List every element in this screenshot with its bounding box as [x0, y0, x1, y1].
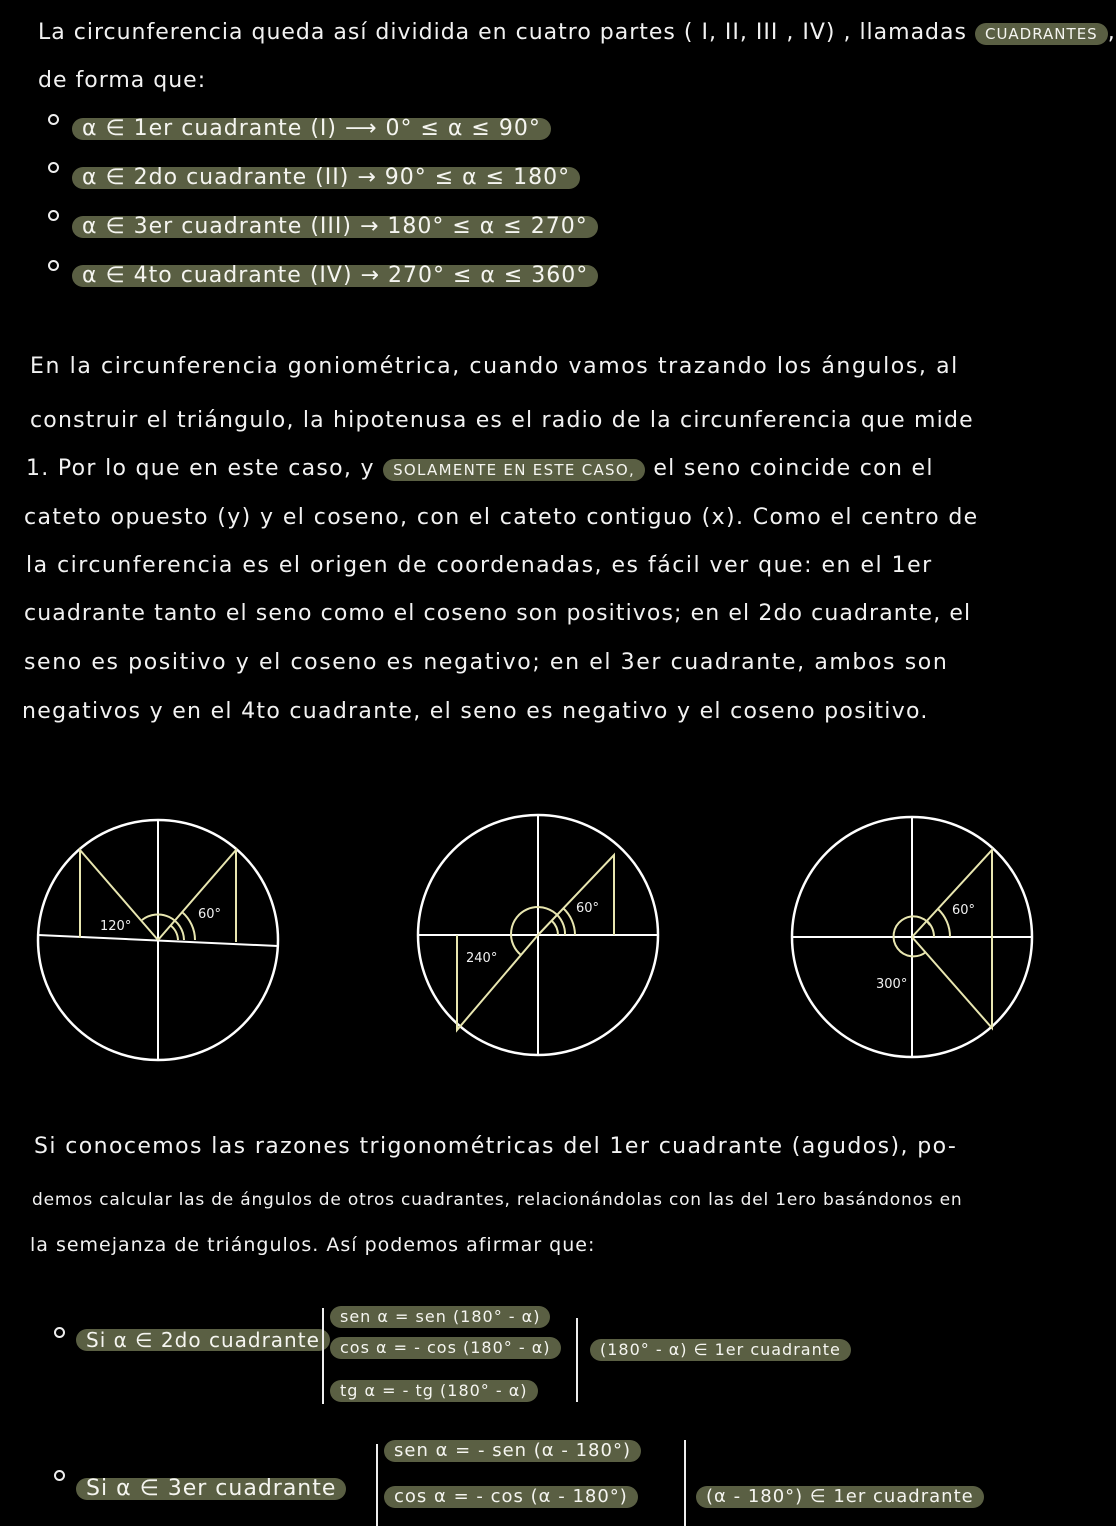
- diagram-3-ref-label: 60°: [952, 903, 976, 918]
- case3-eq-sen: sen α = - sen (α - 180°): [384, 1440, 641, 1462]
- bullet: [54, 1327, 65, 1338]
- para1-line-4: cateto opuesto (y) y el coseno, con el cateto contiguo (x). Como el centro de: [24, 505, 979, 530]
- bullet: [48, 260, 59, 271]
- para2-line-2: demos calcular las de ángulos de otros cuadrantes, relacionándolas con las del 1ero basándonos en: [32, 1190, 963, 1210]
- diagram-1-angle-label: 120°: [100, 919, 132, 934]
- case3-right-brace: [684, 1440, 694, 1526]
- intro-text: La circunferencia queda así dividida en cuatro partes ( I, II, III , IV) , llamadas: [38, 20, 967, 45]
- para1-line-6: cuadrante tanto el seno como el coseno son positivos; en el 2do cuadrante, el: [24, 601, 972, 626]
- triangle-60: [538, 855, 614, 935]
- solamente-badge: SOLAMENTE EN ESTE CASO,: [383, 459, 645, 481]
- case3-eq-cos: cos α = - cos (α - 180°): [384, 1486, 638, 1508]
- triangle-60: [912, 850, 992, 937]
- para1-line-5: la circunferencia es el origen de coordenadas, es fácil ver que: en el 1er: [26, 553, 933, 578]
- para2-line-1: Si conocemos las razones trigonométricas del 1er cuadrante (agudos), po-: [34, 1134, 958, 1159]
- arc: [511, 907, 565, 955]
- x-axis: [38, 935, 278, 946]
- bullet: [48, 210, 59, 221]
- para1-line-8: negativos y en el 4to cuadrante, el seno es negativo y el coseno positivo.: [22, 699, 929, 724]
- para1-line-7: seno es positivo y el coseno es negativo; en el 3er cuadrante, ambos son: [24, 650, 949, 675]
- quadrant-item-1: α ∈ 1er cuadrante (I) ⟶ 0° ≤ α ≤ 90°: [72, 116, 551, 141]
- unit-circle: [792, 817, 1032, 1057]
- bullet: [48, 114, 59, 125]
- case2-eq-cos: cos α = - cos (180° - α): [330, 1337, 561, 1359]
- quadrant-item-3: α ∈ 3er cuadrante (III) → 180° ≤ α ≤ 270°: [72, 214, 598, 239]
- case3-label: Si α ∈ 3er cuadrante: [76, 1476, 346, 1501]
- arc: [182, 912, 195, 940]
- bullet: [48, 162, 59, 173]
- diagram-3-angle-label: 300°: [876, 977, 908, 992]
- unit-circle: [418, 815, 658, 1055]
- arc: [894, 916, 930, 956]
- case2-label: Si α ∈ 2do cuadrante: [76, 1328, 330, 1352]
- para1-line-3: 1. Por lo que en este caso, y SOLAMENTE EN ESTE CASO, el seno coincide con el: [26, 456, 934, 481]
- arc: [938, 909, 950, 937]
- diagram-2-ref-label: 60°: [576, 901, 600, 916]
- bullet: [54, 1470, 65, 1481]
- triangle-60: [158, 850, 236, 942]
- para2-line-3: la semejanza de triángulos. Así podemos afirmar que:: [30, 1234, 596, 1256]
- para1-line-1: En la circunferencia goniométrica, cuando vamos trazando los ángulos, al: [30, 354, 959, 379]
- case2-eq-tg: tg α = - tg (180° - α): [330, 1380, 538, 1402]
- case2-right-brace: [576, 1318, 586, 1402]
- quadrant-item-4: α ∈ 4to cuadrante (IV) → 270° ≤ α ≤ 360°: [72, 263, 598, 288]
- diagram-1-ref-label: 60°: [198, 907, 222, 922]
- case3-note: (α - 180°) ∈ 1er cuadrante: [696, 1486, 984, 1508]
- intro-line-2: de forma que:: [38, 68, 207, 93]
- cuadrantes-badge: CUADRANTES: [975, 23, 1108, 45]
- triangle-120: [80, 850, 158, 940]
- triangle-240: [457, 935, 538, 1030]
- triangle-300: [912, 937, 992, 1028]
- arc: [552, 921, 558, 935]
- diagram-300: [792, 817, 1032, 1057]
- diagram-240: [418, 815, 658, 1055]
- case2-note: (180° - α) ∈ 1er cuadrante: [590, 1339, 851, 1361]
- para1-line-2: construir el triángulo, la hipotenusa es el radio de la circunferencia que mide: [30, 408, 974, 433]
- arc: [170, 925, 178, 940]
- intro-line-1: La circunferencia queda así dividida en cuatro partes ( I, II, III , IV) , llamadas CUADRANTES ,: [38, 20, 1116, 45]
- arc: [927, 921, 934, 937]
- unit-circle: [38, 820, 278, 1060]
- diagram-2-angle-label: 240°: [466, 951, 498, 966]
- diagram-120: [38, 820, 278, 1060]
- arc: [142, 914, 184, 940]
- arc: [563, 908, 575, 935]
- quadrant-item-2: α ∈ 2do cuadrante (II) → 90° ≤ α ≤ 180°: [72, 165, 580, 190]
- case2-eq-sen: sen α = sen (180° - α): [330, 1306, 550, 1328]
